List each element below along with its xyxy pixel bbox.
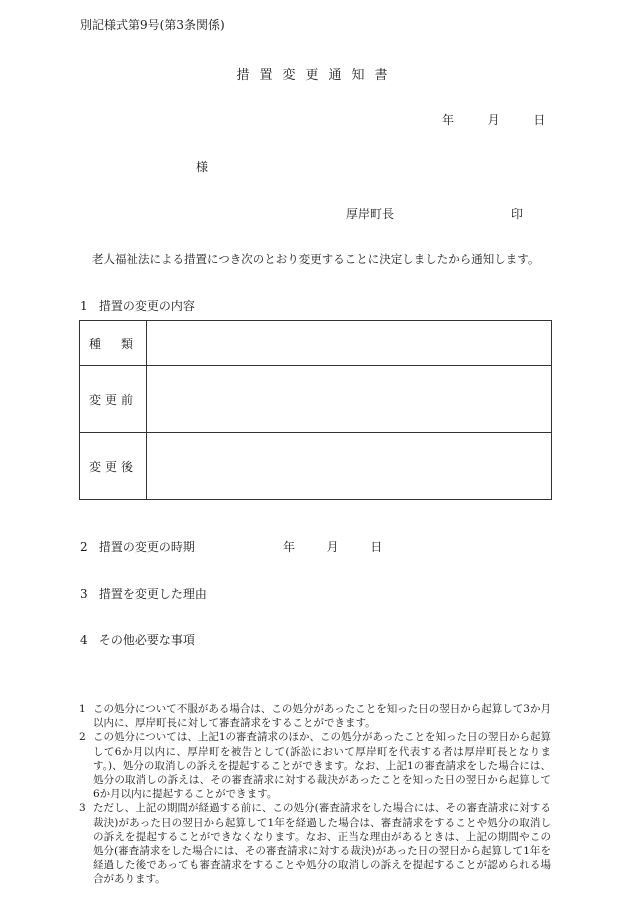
row-value-type <box>147 321 552 366</box>
intro-text: 老人福祉法による措置につき次のとおり変更することに決定しましたから通知します。 <box>92 252 540 266</box>
section-3-label: 措置を変更した理由 <box>98 587 207 601</box>
form-number: 別記様式第9号(第3条関係) <box>80 18 225 32</box>
change-content-table <box>79 320 552 500</box>
note-number: 2 <box>79 731 86 744</box>
section-4-heading <box>80 631 195 648</box>
issuer-name: 厚岸町長 <box>346 207 395 221</box>
section-1-heading <box>80 297 195 314</box>
appeal-notes <box>79 702 551 887</box>
day-label: 日 <box>370 540 383 554</box>
row-value-before <box>147 366 552 433</box>
section-3-heading <box>80 585 207 602</box>
issue-date <box>442 111 545 128</box>
row-value-after <box>147 433 552 500</box>
section-2-label: 措置の変更の時期 <box>98 540 195 554</box>
note-text: この処分については、上記1の審査請求のほか、この処分があったことを知った日の翌日から起算して6か月以内に、厚岸町を被告として(訴訟において厚岸町を代表する者は厚岸町長となります。)、処分の取消しの訴えを提起することができます。なお、上記1の審査請求をした場合には、処分の取消しの訴えは、その審査請求に対する裁決があったことを知った日の翌日から起算して6か月以内に提起することができます。 <box>93 731 551 801</box>
section-3-number: 3 <box>80 587 88 601</box>
row-label-type: 種 類 <box>80 321 147 366</box>
addressee-suffix: 様 <box>196 160 209 174</box>
section-1-number: 1 <box>80 299 88 313</box>
note-item <box>79 702 551 730</box>
section-1-label: 措置の変更の内容 <box>98 299 195 313</box>
table-row <box>80 366 552 433</box>
document-title: 措置変更通知書 <box>236 68 398 83</box>
day-label: 日 <box>533 113 546 127</box>
row-label-before: 変更前 <box>80 366 147 433</box>
change-date <box>283 538 382 555</box>
section-2-number: 2 <box>80 540 88 554</box>
month-label: 月 <box>326 540 339 554</box>
seal-mark: 印 <box>511 207 524 221</box>
note-text: ただし、上記の期間が経過する前に、この処分(審査請求をした場合には、その審査請求に対する裁決)があった日の翌日から起算して1年を経過した場合は、審査請求をすることや処分の取消しの訴えを提起することができなくなります。なお、正当な理由があるときは、上記の期間やこの処分(審査請求をした場合には、その審査請求に対する裁決)があった日の翌日から起算して1年を経過した後であっても審査請求をすることや処分の取消しの訴えを提起することが認められる場合があります。 <box>93 802 551 886</box>
month-label: 月 <box>487 113 500 127</box>
section-4-number: 4 <box>80 633 88 647</box>
row-label-after: 変更後 <box>80 433 147 500</box>
note-text: この処分について不服がある場合は、この処分があったことを知った日の翌日から起算して3か月以内に、厚岸町長に対して審査請求をすることができます。 <box>93 703 551 730</box>
section-4-label: その他必要な事項 <box>98 633 195 647</box>
year-label: 年 <box>283 540 296 554</box>
note-item <box>79 730 551 801</box>
note-number: 3 <box>79 802 86 815</box>
note-number: 1 <box>79 703 86 715</box>
table-row <box>80 433 552 500</box>
section-2-heading <box>80 538 195 555</box>
note-item <box>79 801 551 886</box>
year-label: 年 <box>442 113 455 127</box>
table-row <box>80 321 552 366</box>
